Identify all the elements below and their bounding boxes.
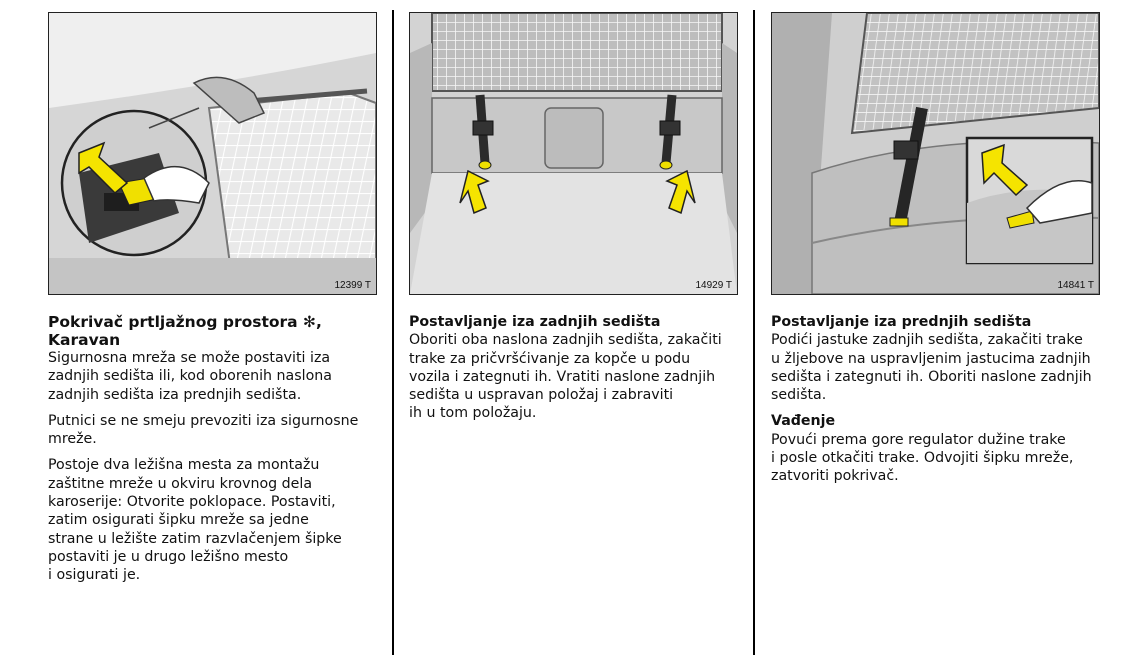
front-seat-straps-illustration bbox=[772, 13, 1099, 294]
figure-front-seat-straps bbox=[771, 12, 1100, 295]
text-column-2 bbox=[409, 313, 744, 431]
section-heading-removal: Vađenje bbox=[771, 413, 836, 430]
paragraph-net-placement: Sigurnosna mreža se može postaviti iza zadnjih sedišta ili, kod oborenih naslona zadnjih sedišta iza prednjih sedišta. bbox=[48, 350, 332, 403]
paragraph-rear-seats: Oboriti oba naslona zadnjih sedišta, zakačiti trake za pričvršćivanje za kopče u podu vozila i zategnuti ih. Vratiti naslone zadnjih sedišta u uspravan položaj i zabraviti ih u tom položaju. bbox=[409, 332, 722, 422]
text-column-1 bbox=[48, 313, 383, 593]
column-divider-left bbox=[392, 10, 394, 655]
net-mounting-illustration bbox=[49, 13, 376, 294]
figure-net-mounting bbox=[48, 12, 377, 295]
column-divider-right bbox=[753, 10, 755, 655]
figure-code: 14841 T bbox=[1057, 280, 1094, 291]
section-heading-rear-seats: Postavljanje iza zadnjih sedišta bbox=[409, 314, 661, 330]
rear-seat-straps-illustration bbox=[410, 13, 737, 294]
text-column-3 bbox=[771, 313, 1111, 494]
section-heading-front-seats: Postavljanje iza prednjih sedišta bbox=[771, 314, 1032, 330]
paragraph-mounting-instructions: Postoje dva ležišna mesta za montažu zaštitne mreže u okviru krovnog dela karoserije: Otvorite poklopace. Postaviti, zatim osigurati šipku mreže sa jedne strane u ležište zatim razvlačenjem šipke postaviti je u drugo ležišno mesto i osigurati je. bbox=[48, 457, 342, 584]
paragraph-front-seats: Podići jastuke zadnjih sedišta, zakačiti trake u žljebove na uspravljenim jastucima zadnjih sedišta i zategnuti ih. Oboriti naslone zadnjih sedišta. bbox=[771, 332, 1092, 404]
paragraph-removal: Povući prema gore regulator dužine trake i posle otkačiti trake. Odvojiti šipku mreže, zatvoriti pokrivač. bbox=[771, 431, 1074, 485]
section-heading-cargo-cover: Pokrivač prtljažnog prostora ✻, Karavan bbox=[48, 313, 322, 349]
figure-code: 14929 T bbox=[695, 280, 732, 291]
paragraph-passenger-warning: Putnici se ne smeju prevoziti iza sigurnosne mreže. bbox=[48, 412, 359, 448]
figure-rear-seat-straps bbox=[409, 12, 738, 295]
figure-code: 12399 T bbox=[334, 280, 371, 291]
